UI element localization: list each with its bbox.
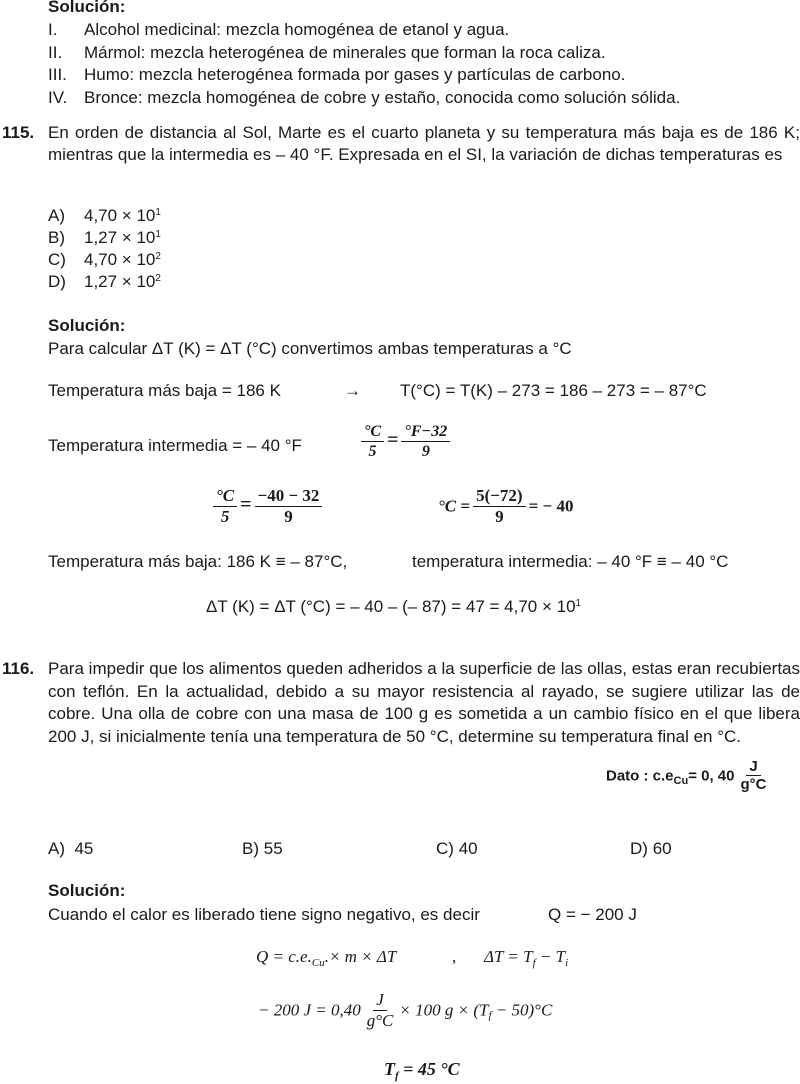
prev-solution-heading: Solución: — [48, 0, 126, 16]
solution-intro: Para calcular ΔT (K) = ΔT (°C) convertimos ambas temperaturas a °C — [48, 339, 572, 358]
mid-temp-label: Temperatura intermedia = – 40 °F — [48, 436, 302, 455]
option-letter: A) — [48, 206, 65, 225]
formula-substitution: $\frac{^\circ C}{5}$ = $\frac{-40 - 32}{9}$ — [210, 486, 325, 527]
low-temp-label: Temperatura más baja = 186 K — [48, 381, 281, 400]
option-c: C) 40 — [436, 839, 478, 858]
list-item: Alcohol medicinal: mezcla homogénea de etanol y agua. — [84, 20, 510, 39]
question-116-statement: Para impedir que los alimentos queden adheridos a la superficie de las ollas, estas eran recubiertas con teflón. En la actualidad, debido a su mayor resistencia al rayado, se sugiere utilizar las de cobre. Una olla de cobre con una masa de 100 g es sometida a un cambio físico en el que libera 200 J, si inicialmente tenía una temperatura de 50 °C, determine su temperatura final en °C. — [48, 659, 800, 746]
arrow-icon: → — [344, 381, 361, 400]
list-item: Bronce: mezcla homogénea de cobre y estaño, conocida como solución sólida. — [84, 88, 681, 107]
solution-intro: Cuando el calor es liberado tiene signo negativo, es decir — [48, 905, 480, 924]
formula-heat: $Q = c.e._{Cu}.\times m \times \Delta T$ — [256, 947, 397, 969]
summary-mid: temperatura intermedia: – 40 °F ≡ – 40 °C — [412, 552, 729, 571]
solution-heading: Solución: — [48, 881, 126, 900]
solution-heading: Solución: — [48, 316, 126, 335]
question-115-statement: En orden de distancia al Sol, Marte es el cuarto planeta y su temperatura más baja es de 186 K; mientras que la intermedia es – 40 °F. Expresada en el SI, la variación de dichas temperaturas es — [48, 123, 800, 164]
question-number-116: 116. — [2, 659, 35, 678]
list-item: Mármol: mezcla heterogénea de minerales que forman la roca caliza. — [84, 43, 606, 62]
question-number-115: 115. — [2, 123, 35, 142]
list-item-num: III. — [48, 65, 67, 84]
list-item: Humo: mezcla heterogénea formada por gases y partículas de carbono. — [84, 65, 626, 84]
formula-comma: , — [452, 947, 457, 966]
option-value: $1,27 \times 10^1$ — [84, 228, 161, 247]
formula-result: °C = $\frac{5(-72)}{9}$ = − 40 — [438, 486, 574, 526]
list-item-num: IV. — [48, 88, 68, 107]
option-b: B) 55 — [242, 839, 283, 858]
option-letter: D) — [48, 272, 66, 291]
option-value: $4,70 \times 10^1$ — [84, 206, 161, 225]
dato-box: Dato : $c.e_{Cu}= 0$, 40 $\frac{J}{g^\circ C}$ — [606, 758, 767, 794]
heat-value: Q = − 200 J — [548, 905, 637, 924]
option-value: $4,70 \times 10^2$ — [84, 250, 161, 269]
final-result: $T_f = 45$ °C — [384, 1059, 460, 1082]
option-a: A) 45 — [48, 839, 94, 858]
list-item-num: II. — [48, 43, 63, 62]
low-temp-conversion: T(°C) = T(K) – 273 = 186 – 273 = – 87°C — [400, 381, 707, 400]
summary-low: Temperatura más baja: 186 K ≡ – 87°C, — [48, 552, 348, 571]
option-value: $1,27 \times 10^2$ — [84, 272, 161, 291]
option-letter: B) — [48, 228, 65, 247]
final-delta-t: ΔT (K) = ΔT (°C) = – 40 – (– $87) = 47 = 4,70 \times 10^1$ — [206, 597, 582, 616]
formula-substitution-heat: − 200 J = 0,40 $\frac{J}{g^\circ C}$ × 100 $g \times (T_f - 50)^\circ C$ — [258, 990, 553, 1030]
option-d: D) 60 — [630, 839, 672, 858]
option-letter: C) — [48, 250, 66, 269]
formula-conversion: $\frac{^\circ C}{5}$ = $\frac{^\circ F-32}{9}$ — [358, 423, 453, 462]
list-item-num: I. — [48, 20, 58, 39]
formula-delta-t: $\Delta T = T_f - T_i$ — [484, 947, 569, 969]
